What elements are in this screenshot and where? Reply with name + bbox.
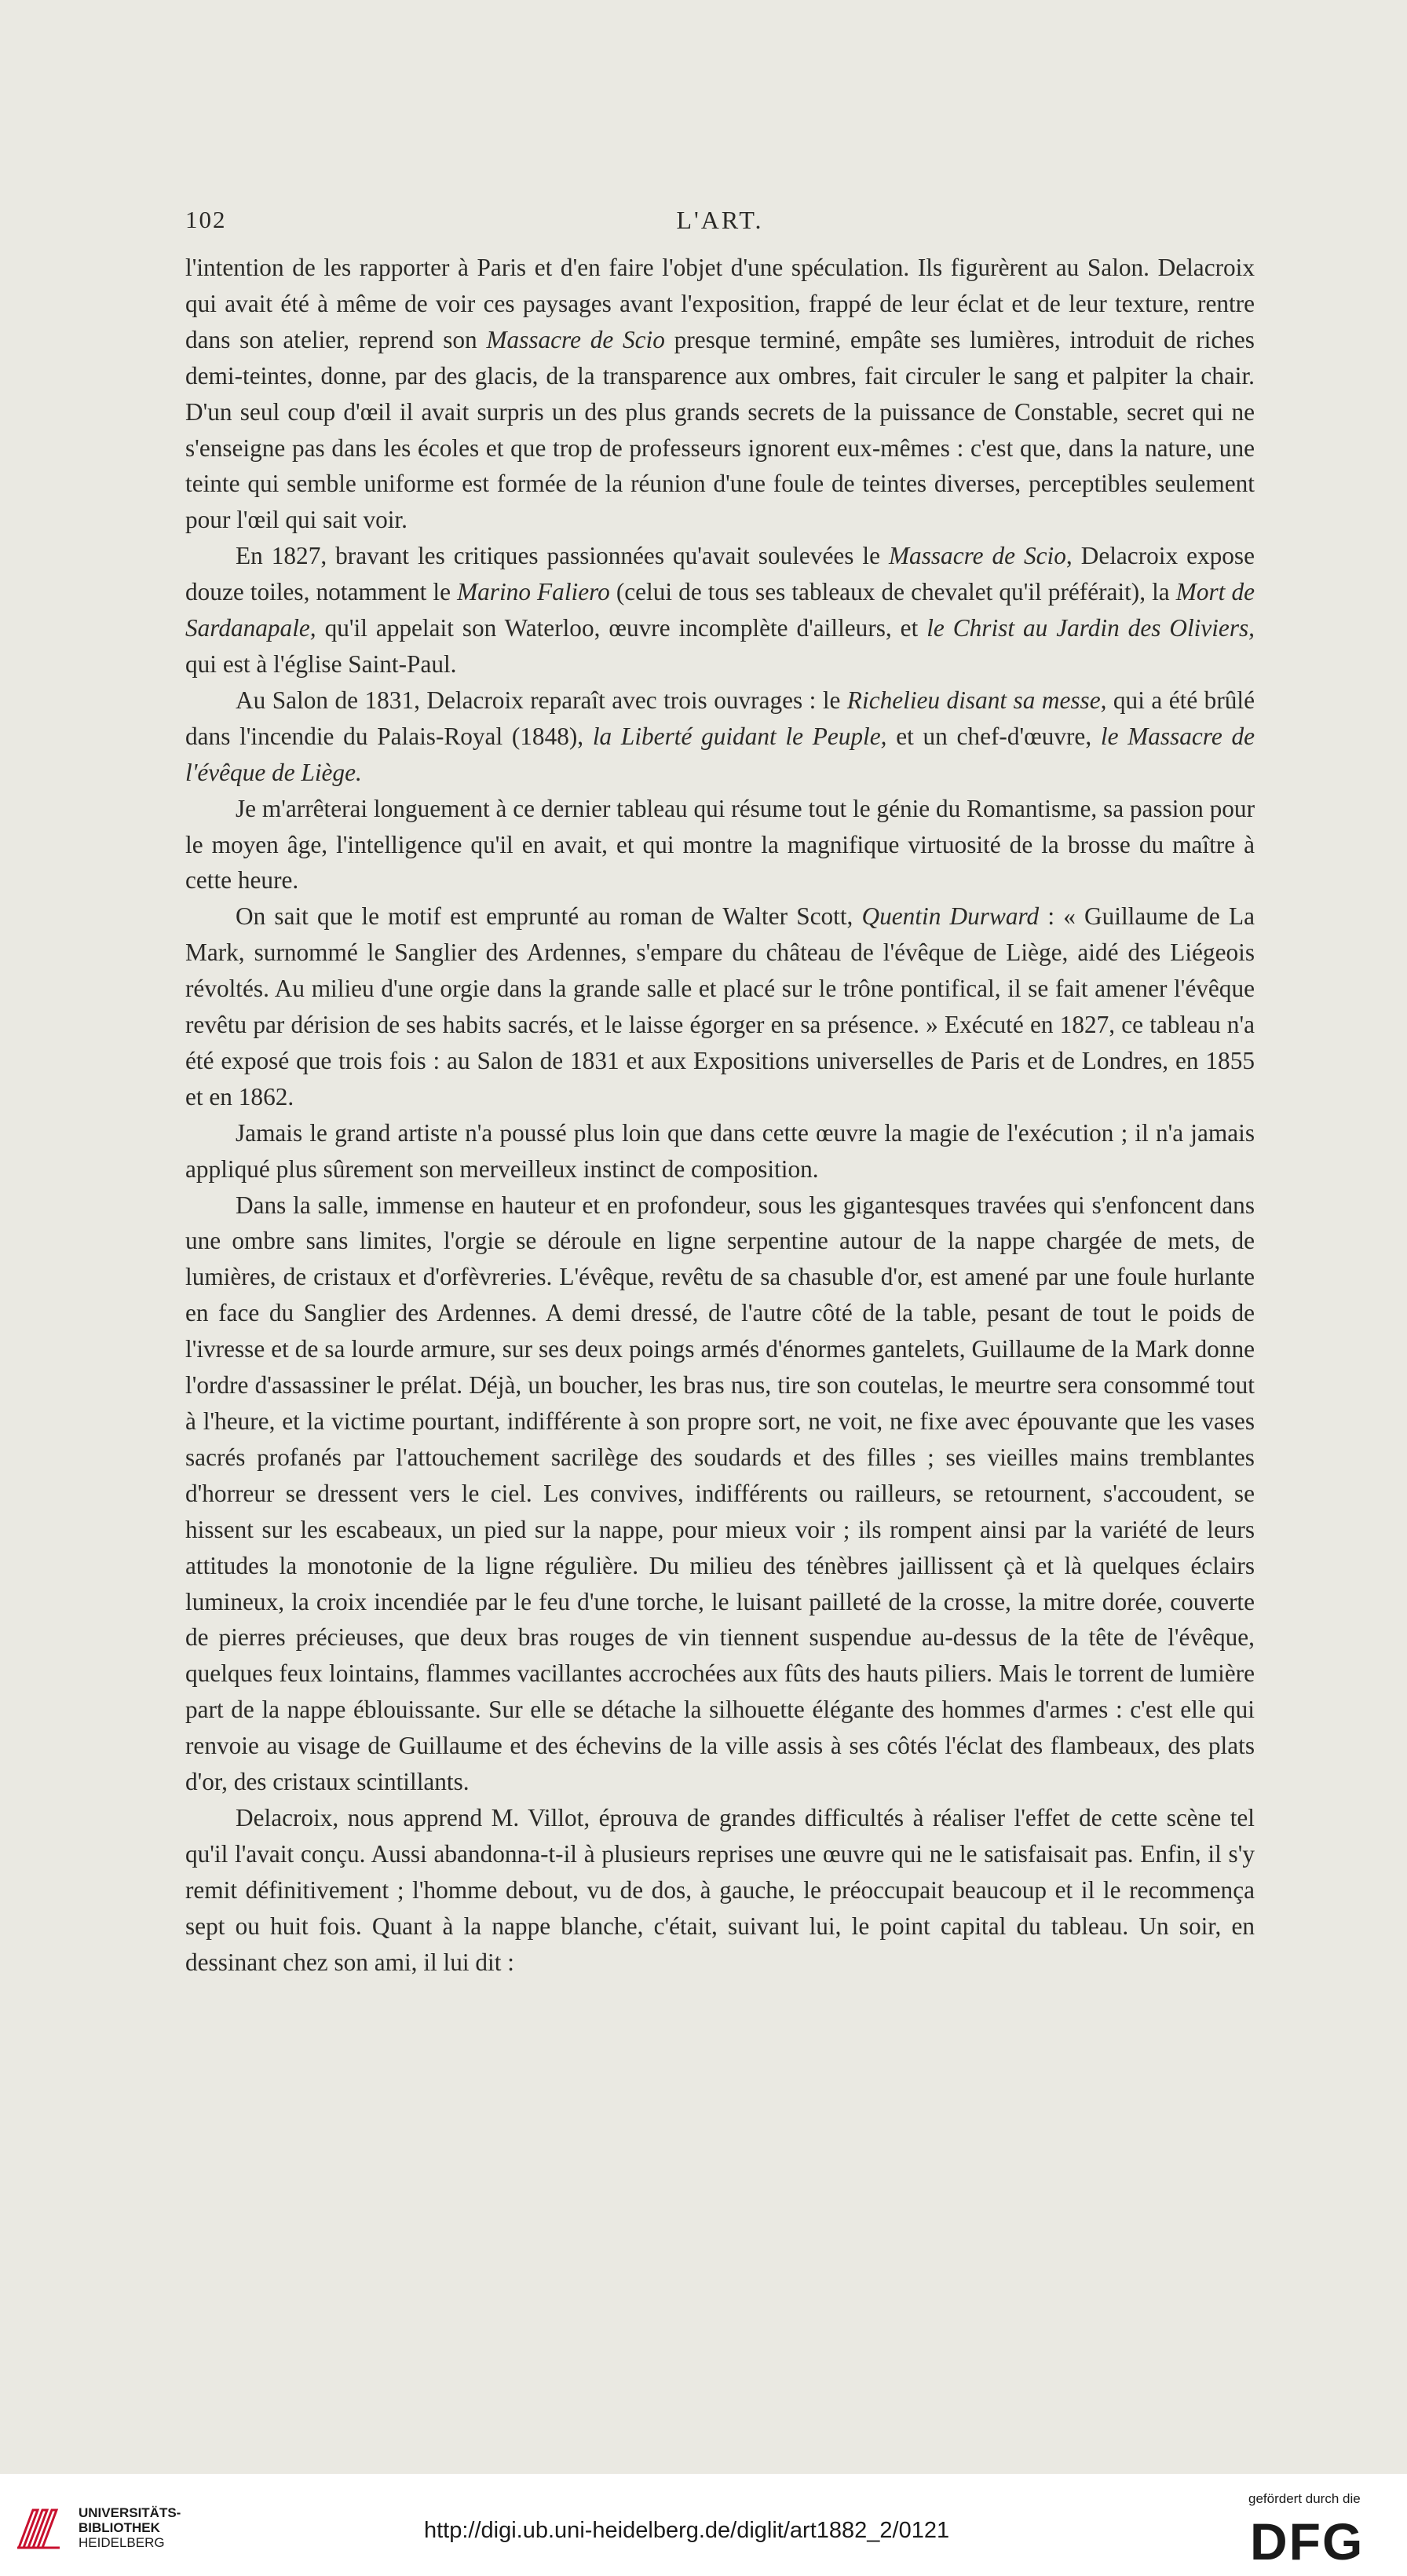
paragraph-text: : « Guillaume de La Mark, surnommé le Sanglier des Ardennes, s'empare du château de l'évêque de Liège, aidé des Liégeois révoltés. Au milieu d'une orgie dans la grande salle et placé sur le trône pontifical, il se fait amener l'évêque revêtu par dérision de ses habits sacrés, et le laisse égorger en sa présence. » Exécuté en 1827, ce tableau n'a été exposé que trois fois : au Salon de 1831 et aux Expositions universelles de Paris et de Londres, en 1855 et en 1862. <box>185 902 1255 1111</box>
permalink-url[interactable]: http://digi.ub.uni-heidelberg.de/diglit/art1882_2/0121 <box>424 2518 950 2543</box>
paragraph <box>185 250 1255 538</box>
paragraph-text: (celui de tous ses tableaux de chevalet qu'il préférait), la <box>609 578 1176 606</box>
page-number: 102 <box>185 206 227 233</box>
paragraph-text: Jamais le grand artiste n'a poussé plus loin que dans cette œuvre la magie de l'exécution ; il n'a jamais appliqué plus sûrement son merveilleux instinct de composition. <box>185 1118 1255 1183</box>
italic-title: le Christ au Jardin des Oliviers, <box>926 614 1255 642</box>
digitization-footer <box>0 2474 1407 2576</box>
paragraph-text: et un chef-d'œuvre, <box>886 722 1101 750</box>
italic-title: Massacre de Scio <box>486 325 665 353</box>
paragraph <box>185 791 1255 899</box>
italic-title: Richelieu disant sa messe, <box>846 686 1107 714</box>
italic-title: Mort de Sardanapale, <box>185 578 1255 642</box>
funded-by-label: gefördert durch die <box>1248 2491 1361 2506</box>
paragraph-text: l'intention de les rapporter à Paris et d'en faire l'objet d'une spéculation. Ils figurèrent au Salon. Delacroix qui avait été à même de voir ces paysages avant l'exposition, frappé de leur éclat et de leur texture, rentre dans son atelier, reprend son <box>185 254 1255 353</box>
italic-title: la Liberté guidant le Peuple, <box>592 722 887 750</box>
paragraph <box>185 1115 1255 1187</box>
page-header <box>185 206 1255 237</box>
paragraph-text: qu'il appelait son Waterloo, œuvre incomplète d'ailleurs, et <box>316 614 927 642</box>
paragraph-text: Je m'arrêterai longuement à ce dernier tableau qui résume tout le génie du Romantisme, sa passion pour le moyen âge, l'intelligence qu'il en avait, et qui montre la magnifique virtuosité de la brosse du maître à cette heure. <box>185 794 1255 895</box>
paragraph <box>185 538 1255 682</box>
institution-line-2: BIBLIOTHEK <box>79 2520 160 2535</box>
italic-title: le Massacre de l'évêque de Liège. <box>185 722 1255 786</box>
institution-line-3: HEIDELBERG <box>79 2535 165 2550</box>
italic-title: Quentin Durward <box>861 902 1040 931</box>
paragraph-text: En 1827, bravant les critiques passionnées qu'avait soulevées le <box>236 542 889 570</box>
paragraph-text: qui est à l'église Saint-Paul. <box>185 649 457 678</box>
paragraph-text: Dans la salle, immense en hauteur et en profondeur, sous les gigantesques travées qui s'enfoncent dans une ombre sans limites, l'orgie se déroule en ligne serpentine autour de la nappe chargée de mets, de lumières, de cristaux et d'orfèvreries. L'évêque, revêtu de sa chasuble d'or, est amené par une foule hurlante en face du Sanglier des Ardennes. A demi dressé, de l'autre côté de la table, pesant de tout le poids de l'ivresse et de sa lourde armure, sur ses deux poings armés d'énormes gantelets, Guillaume de la Mark donne l'ordre d'assassiner le prélat. Déjà, un boucher, les bras nus, tire son coutelas, le meurtre sera consommé tout à l'heure, et la victime pourtant, indifférente à son propre sort, ne voit, ne fixe avec épouvante que les vases sacrés profanés par l'attouchement sacrilège des soudards et des filles ; ses vieilles mains tremblantes d'horreur se dressent vers le ciel. Les convives, indifférents ou railleurs, se retournent, s'accoudent, se hissent sur les escabeaux, un pied sur la nappe, pour mieux voir ; ils rompent ainsi par la variété de leurs attitudes la monotonie de la ligne régulière. Du milieu des ténèbres jaillissent çà et là quelques éclairs lumineux, la croix incendiée par le feu d'une torche, le luisant pailleté de la crosse, la mitre dorée, couverte de pierres précieuses, que deux bras rouges de vin tiennent suspendue au-dessus de la tête de l'évêque, quelques feux lointains, flammes vacillantes accrochées aux fûts des hauts piliers. Mais le torrent de lumière part de la nappe éblouissante. Sur elle se détache la silhouette élégante des hommes d'armes : c'est elle qui renvoie au visage de Guillaume et des échevins de la ville assis à ses côtés l'éclat des flambeaux, des plats d'or, des cristaux scintillants. <box>185 1191 1255 1796</box>
paragraph <box>185 1187 1255 1800</box>
institution-line-1: UNIVERSITÄTS- <box>79 2505 181 2520</box>
paragraph <box>185 682 1255 791</box>
paragraph <box>185 1800 1255 1981</box>
paragraph-text: On sait que le motif est emprunté au roman de Walter Scott, <box>236 902 862 931</box>
paragraph-text: qui a été brûlé dans l'incendie du Palais-Royal (1848), <box>185 686 1255 750</box>
paragraph-text: Au Salon de 1831, Delacroix reparaît avec trois ouvrages : le <box>236 686 847 714</box>
italic-title: Massacre de Scio <box>888 542 1066 570</box>
article-body <box>185 250 1255 1981</box>
paragraph-text: Delacroix, nous apprend M. Villot, éprouva de grandes difficultés à réaliser l'effet de cette scène tel qu'il l'avait conçu. Aussi abandonna-t-il à plusieurs reprises une œuvre qui ne le satisfaisait pas. Enfin, il s'y remit définitivement ; l'homme debout, vu de dos, à gauche, le préoccupait beaucoup et il le recommença sept ou huit fois. Quant à la nappe blanche, c'était, suivant lui, le point capital du tableau. Un soir, en dessinant chez son ami, il lui dit : <box>185 1803 1255 1976</box>
paragraph-text: , Delacroix expose douze toiles, notamment le <box>185 542 1255 606</box>
italic-title: Marino Faliero <box>457 578 610 606</box>
running-title: L'ART. <box>676 206 764 234</box>
paragraph <box>185 898 1255 1114</box>
university-library-logo-icon <box>14 2504 63 2552</box>
paragraph-text: presque terminé, empâte ses lumières, introduit de riches demi-teintes, donne, par des glacis, de la transparence aux ombres, fait circuler le sang et palpiter la chair. D'un seul coup d'œil il avait surpris un des plus grands secrets de la puissance de Constable, secret qui ne s'enseigne pas dans les écoles et que trop de professeurs ignorent eux-mêmes : c'est que, dans la nature, une teinte qui semble uniforme est formée de la réunion d'une foule de teintes diverses, perceptibles seulement pour l'œil qui sait voir. <box>185 325 1255 534</box>
dfg-logo: DFG <box>1250 2512 1365 2571</box>
institution-name <box>79 2505 181 2550</box>
